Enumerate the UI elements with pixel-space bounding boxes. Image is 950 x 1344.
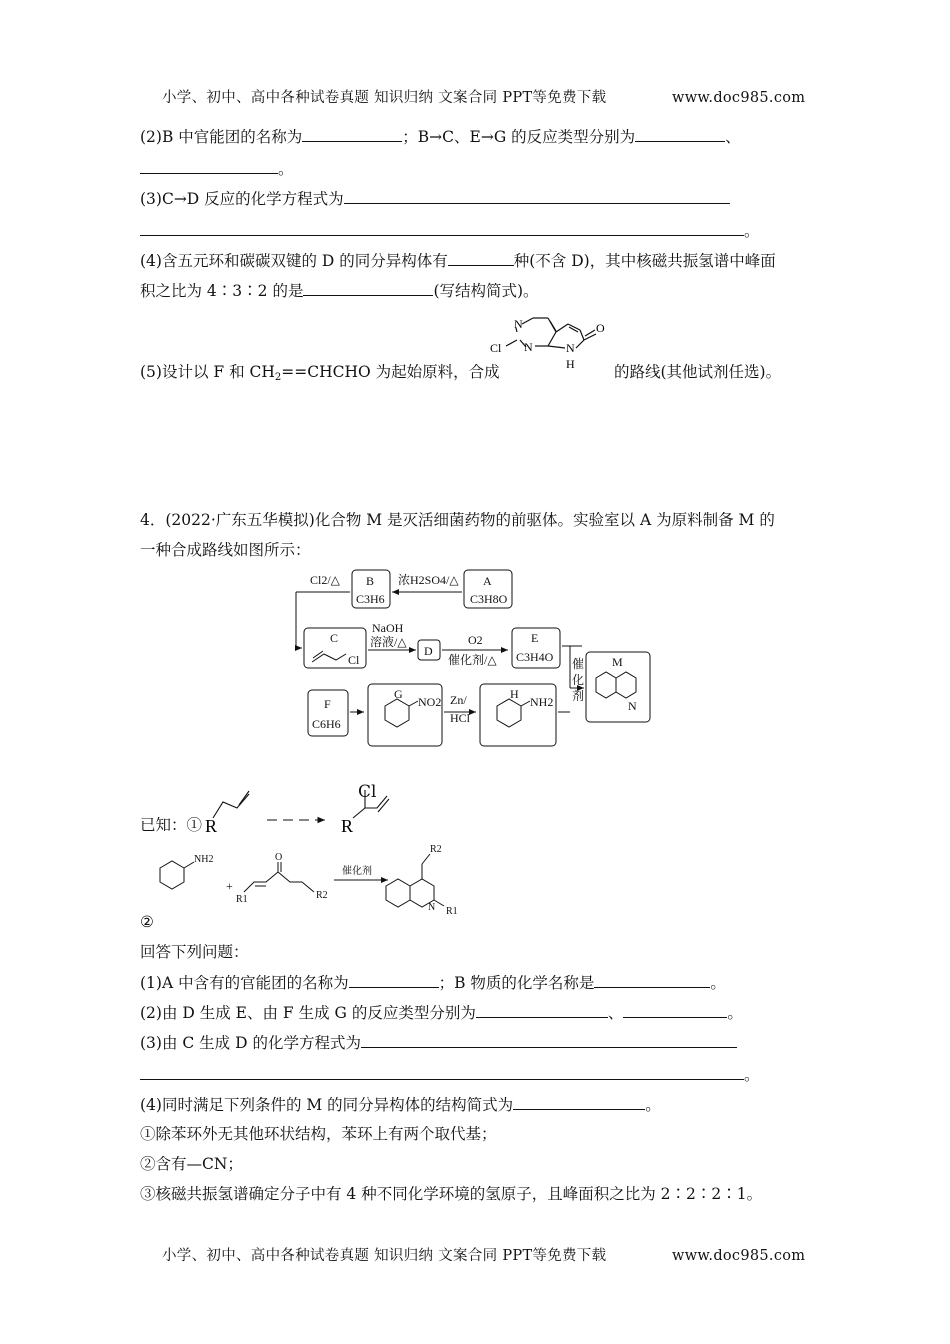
q3-part2: (2)B 中官能团的名称为 ；B→C、E→G 的反应类型分别为 、 [140,128,741,146]
r-solution: 溶液/△ [370,635,407,649]
formula-b: C3H6 [356,592,385,606]
condition-2: ②含有—CN； [140,1155,243,1173]
condition-3: ③核磁共振氢谱确定分子中有 4 种不同化学环境的氢原子，且峰面积之比为 2∶2∶2∶1。 [140,1185,763,1203]
condition-1: ①除苯环外无其他环状结构，苯环上有两个取代基； [140,1125,497,1143]
label-e: E [531,631,539,645]
formula-a: C3H8O [470,592,508,606]
q4-intro-1: 4．(2022·广东五华模拟)化合物 M 是灭活细菌药物的前驱体。实验室以 A 为原料制备 M 的 [140,511,775,529]
label-h: H [510,687,519,701]
pyridopyrimidinone-structure [486,310,616,380]
h-nh2: NH2 [530,695,554,709]
known-reaction-1 [205,786,435,836]
label-b: B [366,574,375,588]
r-cat-3: 剂 [572,689,585,703]
c-cl: Cl [348,653,360,667]
synthesis-scheme [290,566,670,766]
m-n: N [628,699,637,713]
r-cat-1: 催 [572,657,585,671]
q4-part4: (4)同时满足下列条件的 M 的同分异构体的结构简式为 。 [140,1096,661,1114]
q3-part5: (5)设计以 F 和 $CH_2==CHCHO$ 为起始原料，合成 [140,363,500,383]
label-m: M [612,655,623,669]
k2-o: O [275,852,283,863]
label-c: C [330,631,339,645]
label-f: F [324,697,331,711]
q4-part3-line2: 。 [140,1064,760,1085]
header-url[interactable]: www.doc985.com [672,90,806,106]
q4-intro-2: 一种合成路线如图所示： [140,541,311,559]
known-r-left: R [205,816,218,836]
k2-r1: R1 [236,894,248,905]
mol-n2: N [524,340,533,354]
k2-plus: + [226,879,233,893]
k2-r2: R2 [316,890,328,901]
q3-part4: (4)含五元环和碳碳双键的 D 的同分异构体有 种(不含 D)，其中核磁共振氢谱中峰面 [140,252,776,270]
r-o2: O2 [468,633,483,647]
known-r-right: R [341,816,354,836]
r-cat: 催化剂/△ [448,653,497,667]
known-cl: Cl [358,782,377,802]
q4-part2: (2)由 D 生成 E、由 F 生成 G 的反应类型分别为 、 。 [140,1004,743,1022]
r-cl2: Cl2/△ [310,573,340,587]
footer-text: 小学、初中、高中各种试卷真题 知识归纳 文案合同 PPT等免费下载 [162,1248,607,1264]
known-1-label: 已知：① [140,816,203,834]
label-a: A [483,574,492,588]
k2-r2-product: R2 [430,844,442,855]
mol-cl: Cl [490,341,502,355]
r-cat-2: 化 [572,673,585,687]
k2-r1-product: R1 [446,906,458,917]
known-2-label: ② [140,913,154,931]
q3-part3-line2: 。 [140,220,760,241]
r-h2so4: 浓H2SO4/△ [398,573,459,587]
label-d: D [424,644,433,658]
q4-part3: (3)由 C 生成 D 的化学方程式为 [140,1032,737,1053]
q3-part3: (3)C→D 反应的化学方程式为 [140,188,730,209]
known-reaction-2 [150,838,490,928]
header-text: 小学、初中、高中各种试卷真题 知识归纳 文案合同 PPT等免费下载 [162,90,607,106]
q4-part1: (1)A 中含有的官能团的名称为 ；B 物质的化学名称是 。 [140,974,726,992]
k2-cat: 催化剂 [342,866,372,877]
mol-o: O [596,321,605,335]
mol-h: H [566,357,575,371]
r-hcl: HCl [450,711,471,725]
r-zn: Zn/ [450,693,467,707]
k2-nh2: NH2 [194,854,214,865]
r-naoh: NaOH [372,621,404,635]
q3-part2-line2: 。 [140,158,294,179]
k2-n: N [428,902,436,913]
box-g [368,684,442,746]
mol-n3: N [566,341,575,355]
formula-e: C3H4O [516,650,554,664]
g-no2: NO2 [418,695,442,709]
mol-n1: N [514,317,523,331]
q3-part4-line2: 积之比为 4∶3∶2 的是 (写结构简式)。 [140,282,539,300]
formula-f: C6H6 [312,717,341,731]
q3-part5-end: 的路线(其他试剂任选)。 [614,363,782,381]
footer-url[interactable]: www.doc985.com [672,1248,806,1264]
answer-intro: 回答下列问题： [140,943,249,961]
label-g: G [394,687,403,701]
